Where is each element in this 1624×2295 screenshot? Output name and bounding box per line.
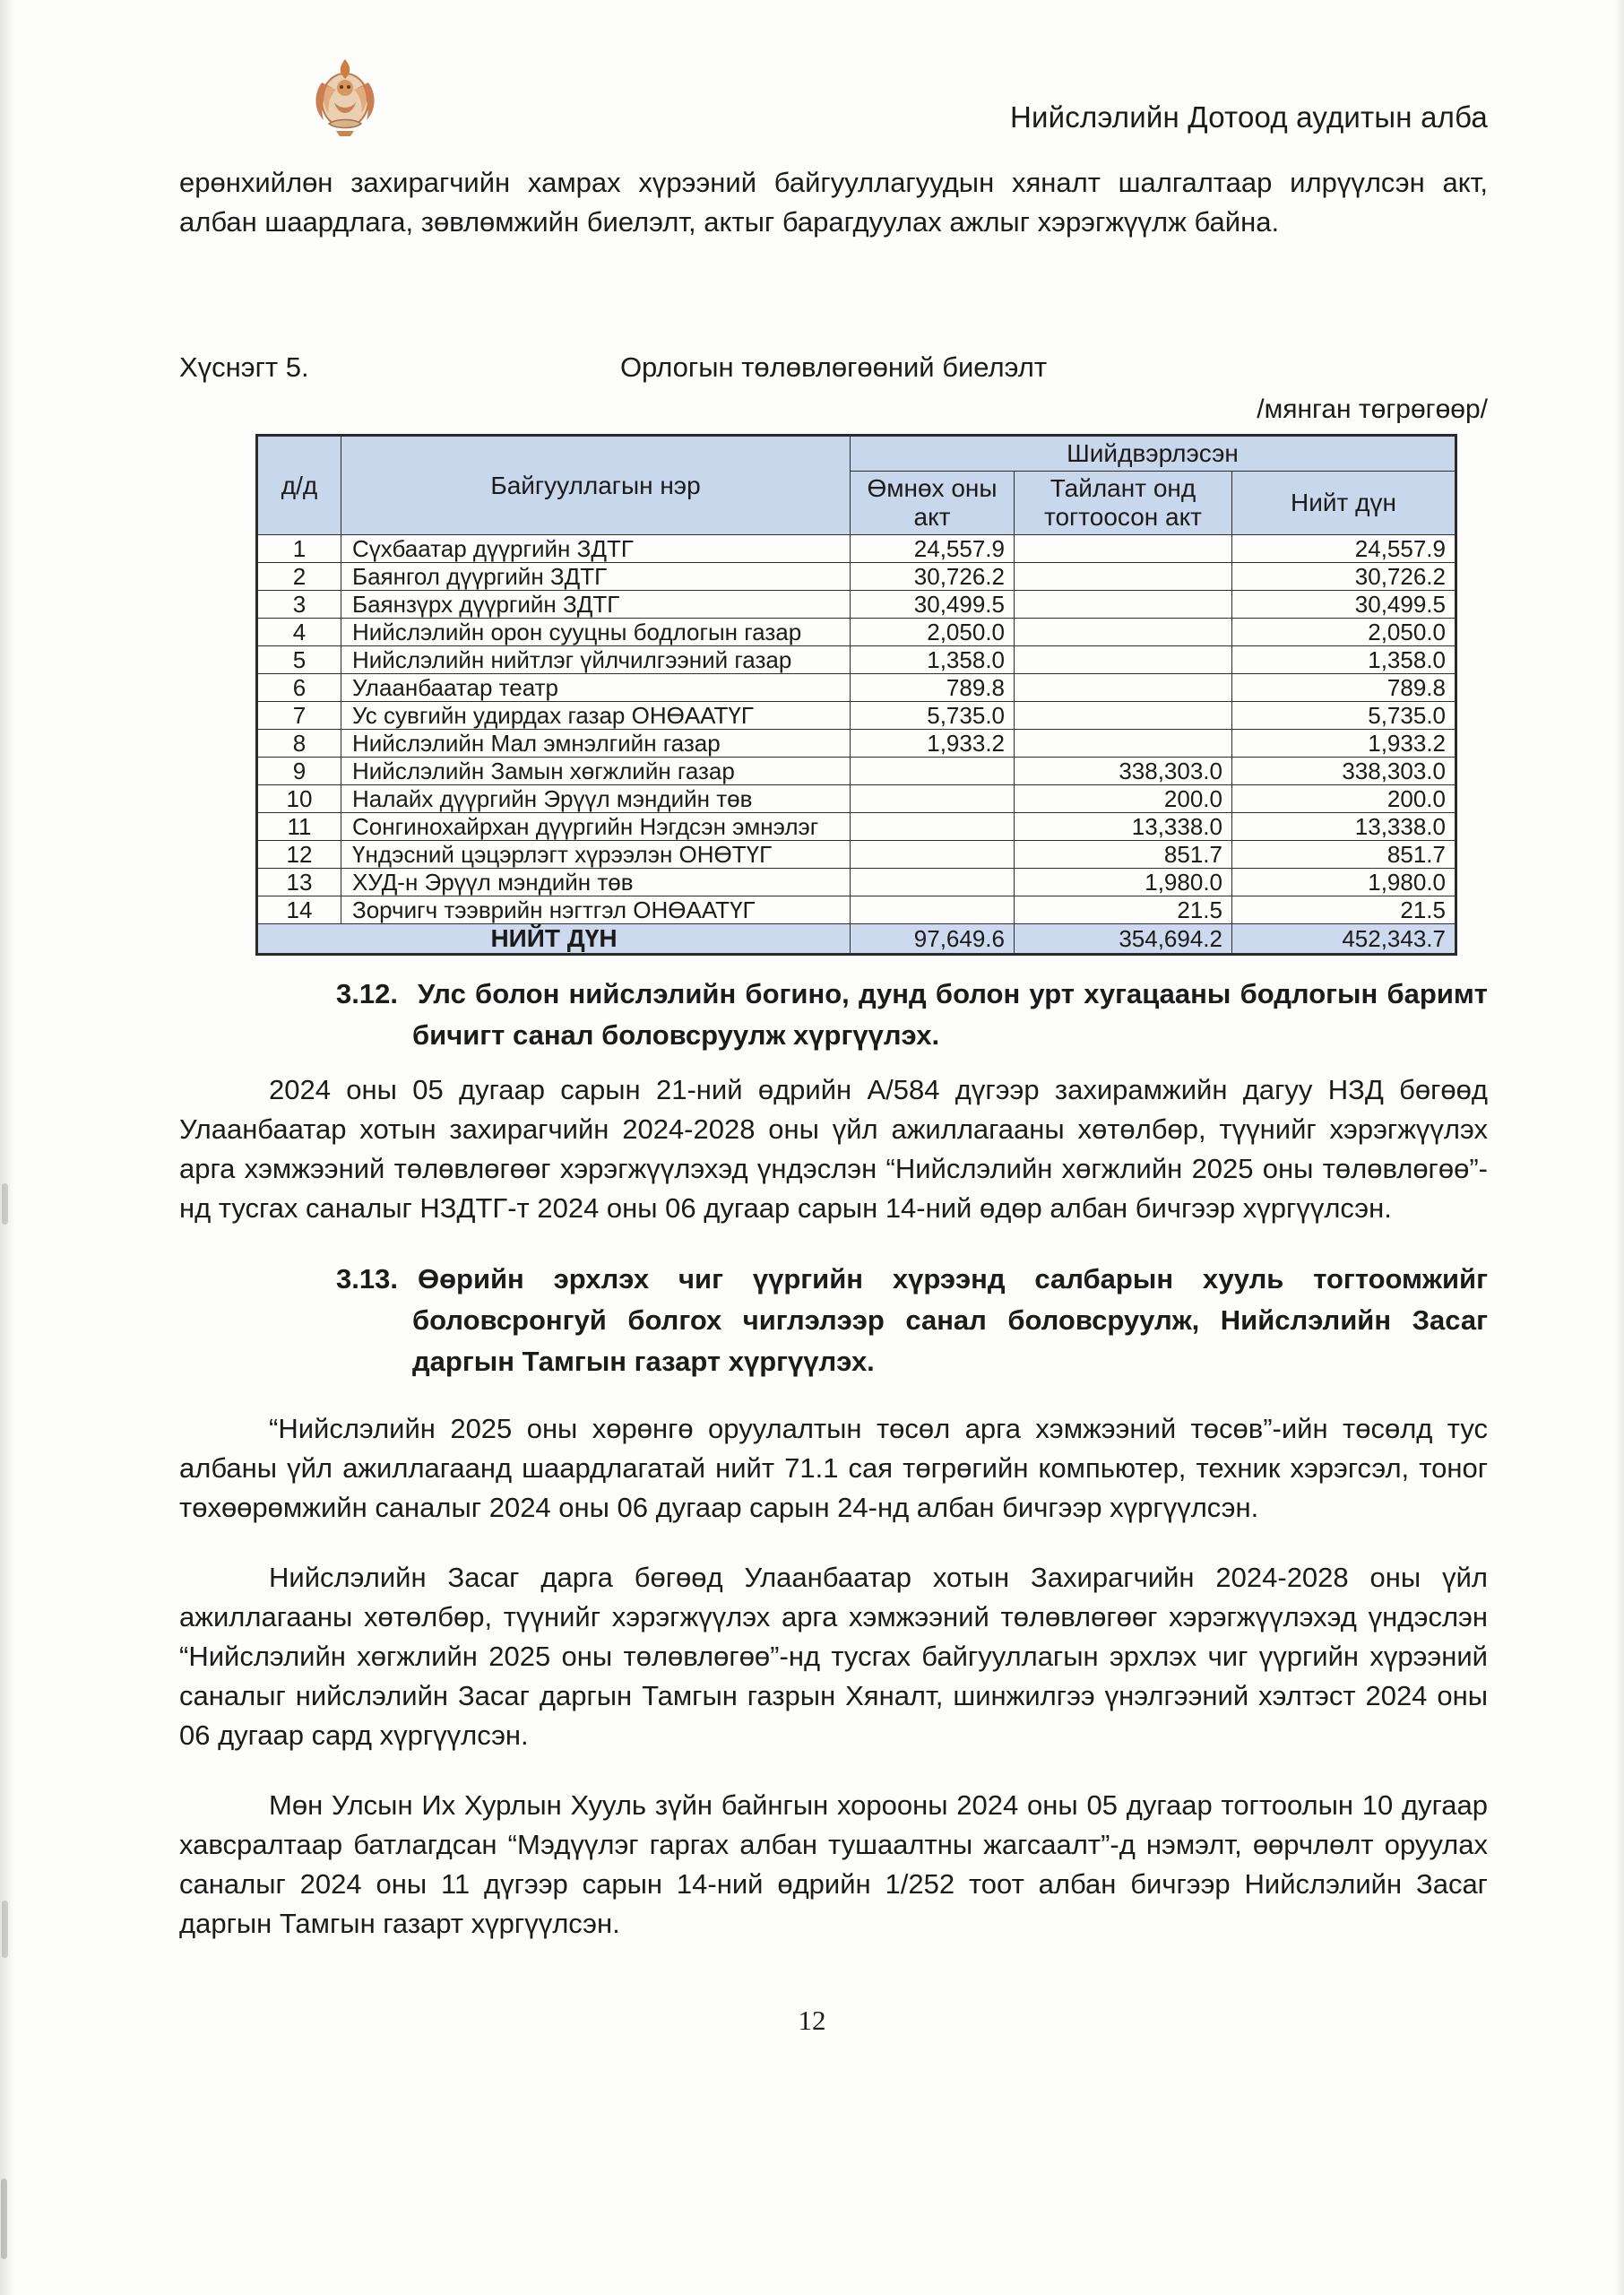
table-row (257, 674, 1456, 702)
total-report-year-cell: 354,694.2 (1015, 924, 1232, 955)
income-table-body (257, 535, 1456, 924)
report-year-act-cell: 200.0 (1015, 785, 1232, 813)
prev-year-act-cell (851, 785, 1015, 813)
report-year-act-cell (1015, 646, 1232, 674)
org-name-cell: Нийслэлийн Замын хөгжлийн газар (341, 758, 851, 785)
scan-smudge-artifact (2, 1183, 8, 1225)
row-total-cell: 24,557.9 (1232, 535, 1456, 563)
row-total-cell: 200.0 (1232, 785, 1456, 813)
organization-name: Нийслэлийн Дотоод аудитын алба (1010, 100, 1488, 134)
prev-year-act-cell: 1,358.0 (851, 646, 1015, 674)
row-index-cell: 14 (257, 896, 341, 924)
table-row (257, 563, 1456, 591)
table-header (257, 436, 1456, 535)
table-row (257, 646, 1456, 674)
table-title: Орлогын төлөвлөгөөний биелэлт (619, 351, 1048, 383)
paragraph: “Нийслэлийн 2025 оны хөрөнгө оруулалтын төсөл арга хэмжээний төсөв”-ийн төсөлд тус албаны үйл ажиллагаанд шаардлагатай нийт 71.1 сая төгрөгийн компьютер, техник хэрэгсэл, тоног төхөөрөмжийн саналыг 2024 оны 06 дугаар сарын 24-нд албан бичгээр хүргүүлсэн. (179, 1413, 1488, 1523)
row-index-cell: 1 (257, 535, 341, 563)
prev-year-act-cell: 30,499.5 (851, 591, 1015, 619)
row-index-cell: 13 (257, 869, 341, 896)
scan-smudge-artifact (1, 2178, 7, 2259)
report-year-act-cell: 13,338.0 (1015, 813, 1232, 841)
prev-year-act-cell (851, 758, 1015, 785)
table-unit-note: /мянган төгрөгөөр/ (1257, 394, 1488, 424)
prev-year-act-cell: 789.8 (851, 674, 1015, 702)
col-header-report-year: Тайлант онд тогтоосон акт (1015, 472, 1232, 535)
table-row (257, 785, 1456, 813)
row-total-cell: 338,303.0 (1232, 758, 1456, 785)
section-heading (336, 1259, 1488, 1382)
col-header-resolved-group: Шийдвэрлэсэн (851, 436, 1456, 472)
row-index-cell: 11 (257, 813, 341, 841)
prev-year-act-cell: 30,726.2 (851, 563, 1015, 591)
row-total-cell: 30,499.5 (1232, 591, 1456, 619)
org-name-cell: Ус сувгийн удирдах газар ОНӨААТҮГ (341, 702, 851, 730)
row-index-cell: 12 (257, 841, 341, 869)
table-row (257, 758, 1456, 785)
row-index-cell: 6 (257, 674, 341, 702)
row-total-cell: 13,338.0 (1232, 813, 1456, 841)
table-caption-label: Хүснэгт 5. (179, 351, 309, 383)
row-index-cell: 4 (257, 619, 341, 646)
prev-year-act-cell: 5,735.0 (851, 702, 1015, 730)
row-total-cell: 2,050.0 (1232, 619, 1456, 646)
paragraph: Мөн Улсын Их Хурлын Хууль зүйн байнгын хорооны 2024 оны 05 дугаар тогтоолын 10 дугаар хавсралтаар батлагдсан “Мэдүүлэг гаргах албан тушаалтны жагсаалт”-д нэмэлт, өөрчлөлт оруулах саналыг 2024 оны 11 дүгээр сарын 14-ний өдрийн 1/252 тоот албан бичгээр Нийслэлийн Засаг даргын Тамгын газарт хүргүүлсэн. (179, 1789, 1488, 1939)
section-3-13 (179, 1259, 1488, 1944)
report-year-act-cell (1015, 563, 1232, 591)
page-number: 12 (798, 2005, 826, 2036)
table-row (257, 869, 1456, 896)
col-header-total: Нийт дүн (1232, 472, 1456, 535)
report-year-act-cell (1015, 619, 1232, 646)
scan-smudge-artifact (2, 1901, 8, 1958)
table-row (257, 702, 1456, 730)
org-name-cell: Улаанбаатар театр (341, 674, 851, 702)
income-plan-table (255, 434, 1457, 956)
prev-year-act-cell (851, 869, 1015, 896)
section-3-12 (179, 974, 1488, 1228)
report-year-act-cell: 1,980.0 (1015, 869, 1232, 896)
city-emblem-logo (309, 56, 381, 138)
row-index-cell: 3 (257, 591, 341, 619)
row-index-cell: 10 (257, 785, 341, 813)
report-year-act-cell (1015, 730, 1232, 758)
org-name-cell: Баянзүрх дүүргийн ЗДТГ (341, 591, 851, 619)
report-year-act-cell: 338,303.0 (1015, 758, 1232, 785)
org-name-cell: Налайх дүүргийн Эрүүл мэндийн төв (341, 785, 851, 813)
row-total-cell: 5,735.0 (1232, 702, 1456, 730)
paragraph: 2024 оны 05 дугаар сарын 21-ний өдрийн А/584 дүгээр захирамжийн дагуу НЗД бөгөөд Улаанбаатар хотын захирагчийн 2024-2028 оны үйл ажиллагааны хөтөлбөр, түүнийг хэрэгжүүлэх арга хэмжээний төлөвлөгөөг хэрэгжүүлэхэд үндэслэн “Нийслэлийн хөгжлийн 2025 оны төлөвлөгөө”-нд тусгах саналыг НЗДТГ-т 2024 оны 06 дугаар сарын 14-ний өдөр албан бичгээр хүргүүлсэн. (179, 1074, 1488, 1224)
section-heading-text: Өөрийн эрхлэх чиг үүргийн хүрээнд салбарын хууль тогтоомжийг боловсронгуй болгох чиглэлээр санал боловсруулж, Нийслэлийн Засаг даргын Тамгын газарт хүргүүлэх. (412, 1263, 1488, 1377)
table-row (257, 619, 1456, 646)
org-name-cell: Зорчигч тээврийн нэгтгэл ОНӨААТҮГ (341, 896, 851, 924)
report-year-act-cell: 851.7 (1015, 841, 1232, 869)
table-caption-row (179, 351, 1488, 393)
row-total-cell: 789.8 (1232, 674, 1456, 702)
org-name-cell: Сонгинохайрхан дүүргийн Нэгдсэн эмнэлэг (341, 813, 851, 841)
document-header (179, 0, 1488, 138)
report-year-act-cell (1015, 702, 1232, 730)
paragraph: Нийслэлийн Засаг дарга бөгөөд Улаанбаатар хотын Захирагчийн 2024-2028 оны үйл ажиллагааны хөтөлбөр, түүнийг хэрэгжүүлэх арга хэмжээний төлөвлөгөөг хэрэгжүүлэхэд үндэслэн “Нийслэлийн хөгжлийн 2025 оны төлөвлөгөө”-нд тусгах байгууллагын эрхлэх чиг үүргийн хүрээний саналыг нийслэлийн Засаг даргын Тамгын газрын Хяналт, шинжилгээ үнэлгээний хэлтэст 2024 оны 06 дугаар сард хүргүүлсэн. (179, 1562, 1488, 1751)
page-content (179, 0, 1488, 1944)
report-year-act-cell (1015, 591, 1232, 619)
section-number: 3.13. (336, 1263, 398, 1295)
org-name-cell: Нийслэлийн орон сууцны бодлогын газар (341, 619, 851, 646)
org-name-cell: Баянгол дүүргийн ЗДТГ (341, 563, 851, 591)
total-prev-year-cell: 97,649.6 (851, 924, 1015, 955)
section-number: 3.12. (336, 978, 398, 1009)
prev-year-act-cell: 2,050.0 (851, 619, 1015, 646)
org-name-cell: ХУД-н Эрүүл мэндийн төв (341, 869, 851, 896)
row-index-cell: 5 (257, 646, 341, 674)
row-index-cell: 8 (257, 730, 341, 758)
prev-year-act-cell: 1,933.2 (851, 730, 1015, 758)
org-name-cell: Үндэсний цэцэрлэгт хүрээлэн ОНӨТҮГ (341, 841, 851, 869)
row-total-cell: 1,933.2 (1232, 730, 1456, 758)
section-heading-text: Улс болон нийслэлийн богино, дунд болон урт хугацааны бодлогын баримт бичигт санал боловсруулж хүргүүлэх. (412, 978, 1488, 1051)
row-total-cell: 851.7 (1232, 841, 1456, 869)
table-row (257, 841, 1456, 869)
table-row (257, 591, 1456, 619)
org-name-cell: Нийслэлийн нийтлэг үйлчилгээний газар (341, 646, 851, 674)
prev-year-act-cell: 24,557.9 (851, 535, 1015, 563)
col-header-org: Байгууллагын нэр (341, 436, 851, 535)
row-index-cell: 7 (257, 702, 341, 730)
row-total-cell: 21.5 (1232, 896, 1456, 924)
table-row (257, 535, 1456, 563)
total-grand-cell: 452,343.7 (1232, 924, 1456, 955)
report-year-act-cell: 21.5 (1015, 896, 1232, 924)
row-total-cell: 1,358.0 (1232, 646, 1456, 674)
emblem-icon (309, 56, 381, 138)
col-header-num: д/д (257, 436, 341, 535)
prev-year-act-cell (851, 813, 1015, 841)
org-name-cell: Нийслэлийн Мал эмнэлгийн газар (341, 730, 851, 758)
report-year-act-cell (1015, 674, 1232, 702)
org-name-cell: Сүхбаатар дүүргийн ЗДТГ (341, 535, 851, 563)
row-index-cell: 2 (257, 563, 341, 591)
scan-edge-artifact (1615, 0, 1624, 2295)
table-total-row (257, 924, 1456, 955)
table-row (257, 813, 1456, 841)
table-row (257, 730, 1456, 758)
prev-year-act-cell (851, 841, 1015, 869)
col-header-prev-year: Өмнөх оны акт (851, 472, 1015, 535)
report-year-act-cell (1015, 535, 1232, 563)
intro-paragraph: ерөнхийлөн захирагчийн хамрах хүрээний байгууллагуудын хяналт шалгалтаар илрүүлсэн акт, албан шаардлага, зөвлөмжийн биелэлт, актыг барагдуулах ажлыг хэрэгжүүлж байна. (179, 167, 1488, 238)
row-total-cell: 30,726.2 (1232, 563, 1456, 591)
row-index-cell: 9 (257, 758, 341, 785)
prev-year-act-cell (851, 896, 1015, 924)
table-row (257, 896, 1456, 924)
section-heading (336, 974, 1488, 1056)
row-total-cell: 1,980.0 (1232, 869, 1456, 896)
total-row-label: НИЙТ ДҮН (257, 924, 851, 955)
